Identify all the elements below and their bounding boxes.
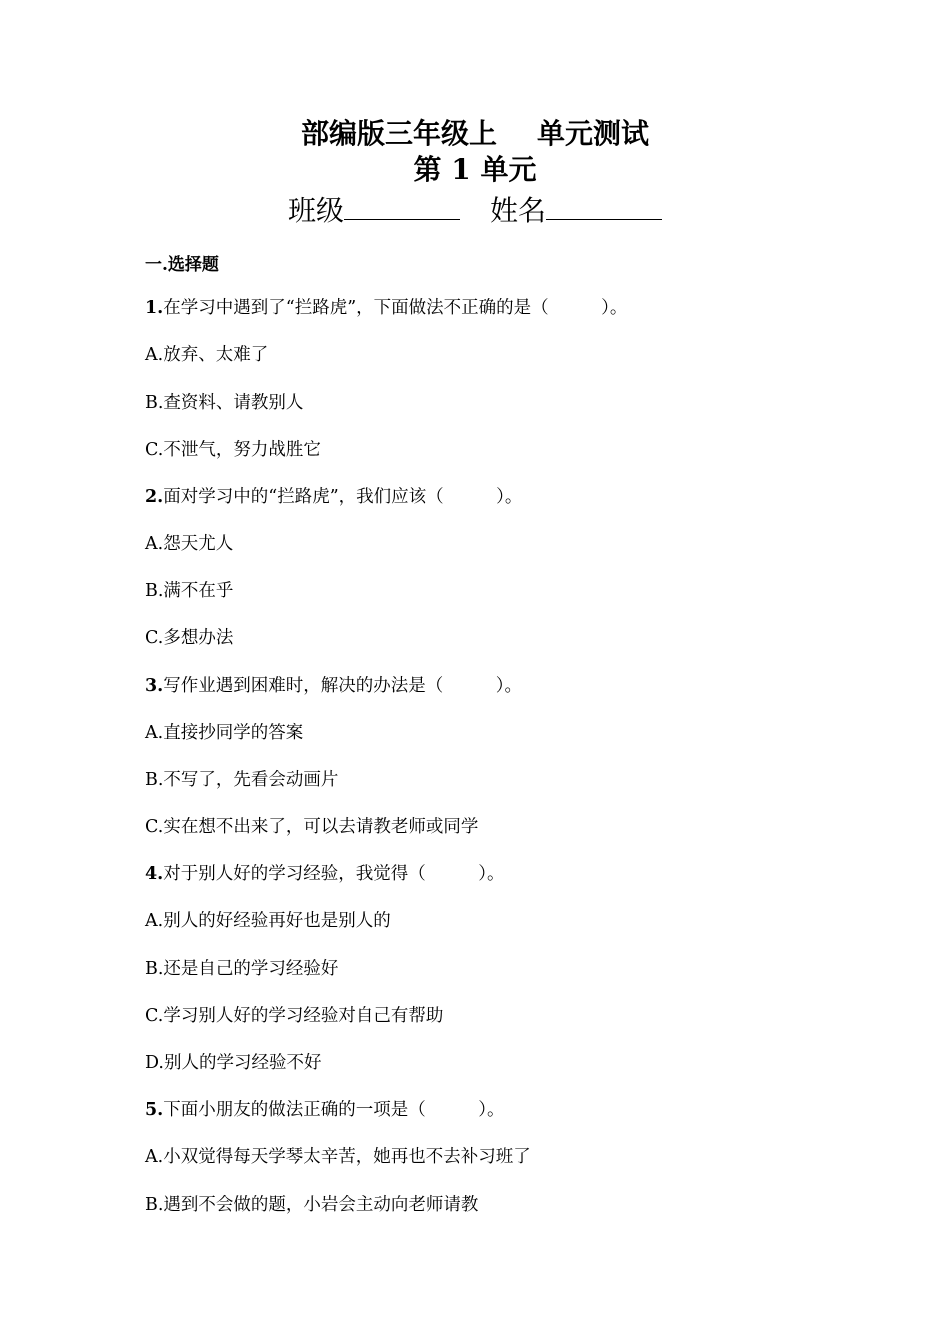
option-5a[interactable]: A.小双觉得每天学琴太辛苦，她再也不去补习班了 (145, 1147, 531, 1167)
page-title (0, 117, 950, 151)
page-subtitle: 第 1 单元 (413, 153, 537, 186)
option-1a[interactable]: A.放弃、太难了 (145, 345, 269, 365)
name-label: 姓名 (490, 194, 547, 227)
option-4b[interactable]: B.还是自己的学习经验好 (145, 959, 339, 979)
option-4a[interactable]: A.别人的好经验再好也是别人的 (145, 911, 391, 931)
name-field[interactable] (546, 193, 662, 220)
option-4d[interactable]: D.别人的学习经验不好 (145, 1053, 322, 1073)
student-info (0, 193, 950, 228)
title-right: 单元测试 (537, 117, 650, 150)
option-3b[interactable]: B.不写了，先看会动画片 (145, 770, 339, 790)
option-1c[interactable]: C.不泄气，努力战胜它 (145, 440, 321, 460)
question-5: 5.下面小朋友的做法正确的一项是（ ）。 (145, 1100, 505, 1120)
option-3c[interactable]: C.实在想不出来了，可以去请教老师或同学 (145, 817, 479, 837)
question-3: 3.写作业遇到困难时，解决的办法是（ ）。 (145, 676, 523, 696)
class-label: 班级 (287, 194, 344, 227)
class-field[interactable] (344, 193, 460, 220)
option-5b[interactable]: B.遇到不会做的题，小岩会主动向老师请教 (145, 1195, 479, 1215)
option-2c[interactable]: C.多想办法 (145, 628, 234, 648)
option-3a[interactable]: A.直接抄同学的答案 (145, 723, 304, 743)
option-2a[interactable]: A.怨天尤人 (145, 534, 234, 554)
option-1b[interactable]: B.查资料、请教别人 (145, 393, 304, 413)
question-4: 4.对于别人好的学习经验，我觉得（ ）。 (145, 864, 505, 884)
question-2: 2.面对学习中的“拦路虎”，我们应该（ ）。 (145, 487, 523, 507)
section-title: 一.选择题 (145, 255, 219, 275)
question-1: 1.在学习中遇到了“拦路虎”，下面做法不正确的是（ ）。 (145, 298, 628, 318)
option-2b[interactable]: B.满不在乎 (145, 581, 234, 601)
option-4c[interactable]: C.学习别人好的学习经验对自己有帮助 (145, 1006, 444, 1026)
title-left: 部编版三年级上 (300, 117, 497, 150)
